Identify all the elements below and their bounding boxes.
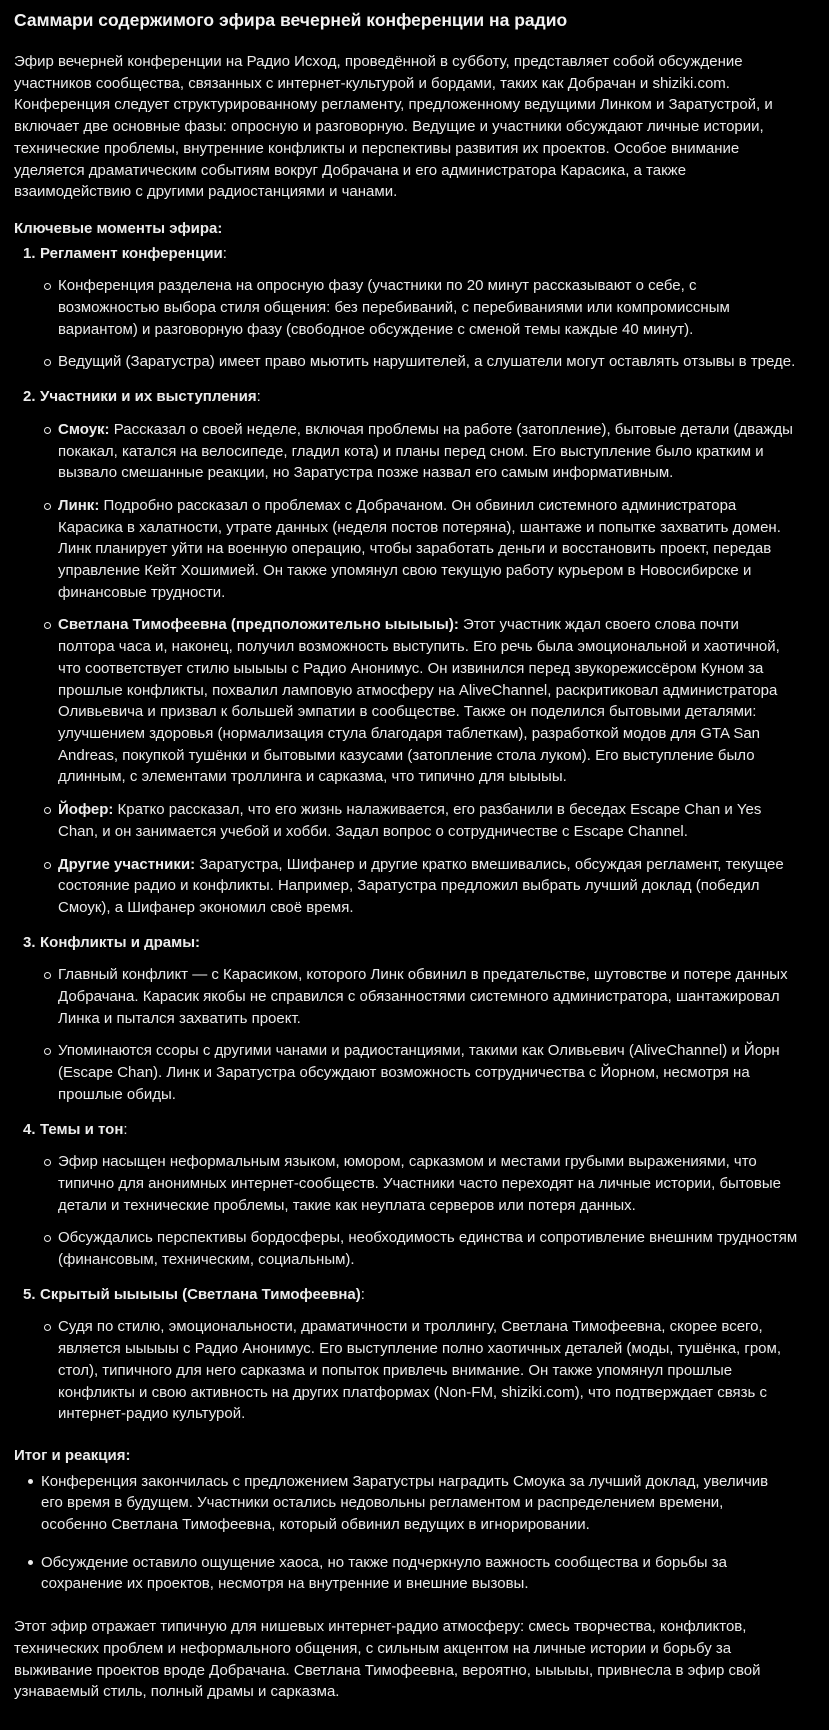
list-item-text: Конференция закончилась с предложением Заратустры наградить Смоука за лучший доклад, увеличив его время в будущем. Участники остались недовольны регламентом и распределением времени, особенно Светлана Тимофеевна, который обвинил ведущих в игнорировании. xyxy=(41,1472,769,1534)
section-number: 4. xyxy=(23,1120,36,1138)
section-title xyxy=(40,932,200,954)
item-text: Главный конфликт — с Карасиком, которого Линк обвинил в предательстве, шутовстве и потере данных Добрачана. Карасик якобы не справился с обязанностями системного администратора, шантажировал Линка и пытался захватить проект. xyxy=(58,966,788,1027)
circle-bullet-icon xyxy=(44,799,58,814)
list-item-text: Обсуждение оставило ощущение хаоса, но также подчеркнуло важность сообщества и борьбы за сохранение их проектов, несмотря на внутренние и внешние вызовы. xyxy=(41,1553,727,1593)
list-item-text xyxy=(58,275,798,340)
item-text: Судя по стилю, эмоциональности, драматичности и троллингу, Светлана Тимофеевна, скорее всего, является ыыыыы с Радио Анонимус. Его выступление полно хаотичных деталей (моды, тушёнка, гром, стол), типичного для него сарказма и попыток привлечь внимание. Он также упомянул прошлые конфликты и свою активность на других платформах (Non-FM, shiziki.com), что подтверждает связь с интернет-радио культурой. xyxy=(58,1318,782,1423)
list-item-text xyxy=(58,614,798,788)
item-text: Обсуждались перспективы бордосферы, необходимость единства и сопротивление внешним трудностям (финансовым, техническим, социальным). xyxy=(58,1229,798,1269)
list-item xyxy=(44,419,815,484)
section-heading xyxy=(14,243,815,265)
outcome-heading: Итог и реакция: xyxy=(14,1446,131,1464)
section-title-bold: Конфликты и драмы: xyxy=(40,933,201,951)
section-title-colon: : xyxy=(123,1120,128,1138)
outcome-list xyxy=(28,1471,815,1596)
list-item xyxy=(44,1316,815,1425)
circle-bullet-icon xyxy=(44,351,58,366)
section-heading xyxy=(14,1284,815,1306)
list-item xyxy=(28,1471,815,1536)
list-item xyxy=(44,1151,815,1216)
item-lead: Линк: xyxy=(58,496,100,514)
outcome-section xyxy=(14,1445,815,1595)
section-participants xyxy=(14,386,815,918)
list-item-text xyxy=(58,495,798,604)
item-lead: Другие участники: xyxy=(58,855,196,873)
section-number: 2. xyxy=(23,388,36,406)
list-item xyxy=(44,799,815,842)
section-title xyxy=(40,386,261,408)
circle-bullet-icon xyxy=(44,854,58,869)
disc-bullet-icon xyxy=(28,1471,41,1484)
item-text: Заратустра, Шифанер и другие кратко вмешивались, обсуждая регламент, текущее состояние радио и конфликты. Например, Заратустра предложил выбрать лучший доклад (победил Смоук), а Шифанер экономил своё время. xyxy=(58,855,784,916)
item-lead: Светлана Тимофеевна (предположительно ыыыыы): xyxy=(58,616,459,634)
circle-bullet-icon xyxy=(44,1227,58,1242)
list-item-text xyxy=(58,1316,798,1425)
section-title-bold: Участники и их выступления xyxy=(40,388,257,406)
section-items xyxy=(44,964,815,1105)
list-item-text xyxy=(58,964,798,1029)
list-item-text xyxy=(58,1040,798,1105)
list-item xyxy=(28,1552,815,1595)
section-title-bold: Темы и тон xyxy=(40,1120,124,1138)
item-text: Рассказал о своей неделе, включая проблемы на работе (затопление), бытовые детали (дважды покакал, катался на велосипеде, гладил кота) и планы перед сном. Его выступление было кратким и вызвало смешанные реакции, но Заратустра позже назвал его самым информативным. xyxy=(58,420,793,482)
list-item-text xyxy=(58,1227,798,1270)
section-number: 5. xyxy=(23,1285,36,1303)
list-item-text xyxy=(58,854,798,919)
key-moments-heading: Ключевые моменты эфира: xyxy=(14,219,223,237)
section-reglament xyxy=(14,243,815,374)
disc-bullet-icon xyxy=(28,1552,41,1565)
circle-bullet-icon xyxy=(44,964,58,979)
section-conflicts xyxy=(14,932,815,1106)
list-item-text xyxy=(58,1151,798,1216)
circle-bullet-icon xyxy=(44,1040,58,1055)
section-items xyxy=(44,419,815,919)
section-number: 3. xyxy=(23,933,36,951)
circle-bullet-icon xyxy=(44,614,58,629)
circle-bullet-icon xyxy=(44,275,58,290)
list-item xyxy=(44,614,815,788)
section-title-colon: : xyxy=(256,388,261,406)
section-title-bold: Регламент конференции xyxy=(40,244,223,262)
circle-bullet-icon xyxy=(44,495,58,510)
list-item xyxy=(44,1040,815,1105)
section-title-colon: : xyxy=(360,1285,365,1303)
section-title xyxy=(40,243,227,265)
section-number: 1. xyxy=(23,244,36,262)
item-text: Этот участник ждал своего слова почти полтора часа и, наконец, получил возможность выступить. Его речь была эмоциональной и хаотичной, что соответствует стилю ыыыыы с Радио Анонимус. Он извинился перед звукорежиссёром Куном за прошлые конфликты, похвалил ламповую атмосферу на AliveChannel, раскритиковал администратора Оливьевича и призвал к большей эмпатии в сообществе. Также он поделился бытовыми деталями: улучшением здоровья (нормализация стула благодаря таблеткам), разработкой модов для GTA San Andreas, покупкой тушёнки и бытовыми казусами (затопление стола луком). Его выступление было длинным, с элементами троллинга и сарказма, что типично для ыыыыы. xyxy=(58,616,780,786)
section-title-colon: : xyxy=(222,244,227,262)
section-topics xyxy=(14,1119,815,1271)
list-item xyxy=(44,351,815,373)
circle-bullet-icon xyxy=(44,419,58,434)
intro-paragraph: Эфир вечерней конференции на Радио Исход, проведённой в субботу, представляет собой обсуждение участников сообщества, связанных с интернет-культурой и бордами, таких как Добрачан и shiziki.com. Конференция следует структурированному регламенту, предложенному ведущими Линком и Заратустрой, и включает две основные фазы: опросную и разговорную. Ведущие и участники обсуждают личные истории, технические проблемы, внутренние конфликты и перспективы развития их проектов. Особое внимание уделяется драматическим событиям вокруг Добрачана и его администратора Карасика, а также взаимодействию с другими радиостанциями и чанами. xyxy=(14,53,773,201)
item-text: Конференция разделена на опросную фазу (участники по 20 минут рассказывают о себе, с возможностью выбора стиля общения: без перебиваний, с перебиваниями или компромиссным вариантом) и разговорную фазу (свободное обсуждение с сменой темы каждые 40 минут). xyxy=(58,277,730,338)
item-text: Эфир насыщен неформальным языком, юмором, сарказмом и местами грубыми выражениями, что типично для анонимных интернет-сообществ. Участники часто переходят на личные истории, бытовые детали и технические проблемы, такие как неуплата серверов или потеря данных. xyxy=(58,1153,781,1214)
item-text: Упоминаются ссоры с другими чанами и радиостанциями, такими как Оливьевич (AliveChannel) и Йорн (Escape Chan). Линк и Заратустра обсуждают возможность сотрудничества с Йорном, несмотря на прошлые обиды. xyxy=(58,1042,780,1103)
circle-bullet-icon xyxy=(44,1151,58,1166)
section-items xyxy=(44,1316,815,1425)
closing-paragraph: Этот эфир отражает типичную для нишевых интернет-радио атмосферу: смесь творчества, конфликтов, технических проблем и неформального общения, с сильным акцентом на личные истории и борьбу за выживание проектов вроде Добрачана. Светлана Тимофеевна, вероятно, ыыыыы, привнесла в эфир свой узнаваемый стиль, полный драмы и сарказма. xyxy=(14,1618,761,1701)
item-text: Кратко рассказал, что его жизнь налаживается, его разбанили в беседах Escape Chan и Yes Chan, и он занимается учебой и хобби. Задал вопрос о сотрудничестве с Escape Channel. xyxy=(58,801,762,840)
list-item xyxy=(44,495,815,604)
section-items xyxy=(44,1151,815,1271)
section-items xyxy=(44,275,815,373)
section-heading xyxy=(14,386,815,408)
list-item xyxy=(44,275,815,340)
section-heading xyxy=(14,932,815,954)
circle-bullet-icon xyxy=(44,1316,58,1331)
section-hidden-participant xyxy=(14,1284,815,1425)
list-item-text xyxy=(58,419,798,484)
list-item xyxy=(44,964,815,1029)
section-title xyxy=(40,1284,365,1306)
summary-document xyxy=(14,8,815,1703)
section-title-bold: Скрытый ыыыыы (Светлана Тимофеевна) xyxy=(40,1285,361,1303)
list-item xyxy=(44,1227,815,1270)
page-title: Саммари содержимого эфира вечерней конференции на радио xyxy=(14,10,568,30)
item-text: Подробно рассказал о проблемах с Добрачаном. Он обвинил системного администратора Карасика в халатности, утрате данных (неделя постов потеряна), шантаже и попытке захватить домен. Линк планирует уйти на военную операцию, чтобы заработать деньги и восстановить проект, передав управление Кейт Хошимией. Он также упомянул свою текущую работу курьером в Новосибирске и финансовые трудности. xyxy=(58,496,781,601)
section-title xyxy=(40,1119,128,1141)
list-item xyxy=(44,854,815,919)
section-heading xyxy=(14,1119,815,1141)
item-lead: Йофер: xyxy=(58,801,114,819)
list-item-text xyxy=(58,799,798,842)
list-item-text xyxy=(58,351,798,373)
item-text: Ведущий (Заратустра) имеет право мьютить нарушителей, а слушатели могут оставлять отзывы в треде. xyxy=(58,353,796,371)
item-lead: Смоук: xyxy=(58,420,110,438)
